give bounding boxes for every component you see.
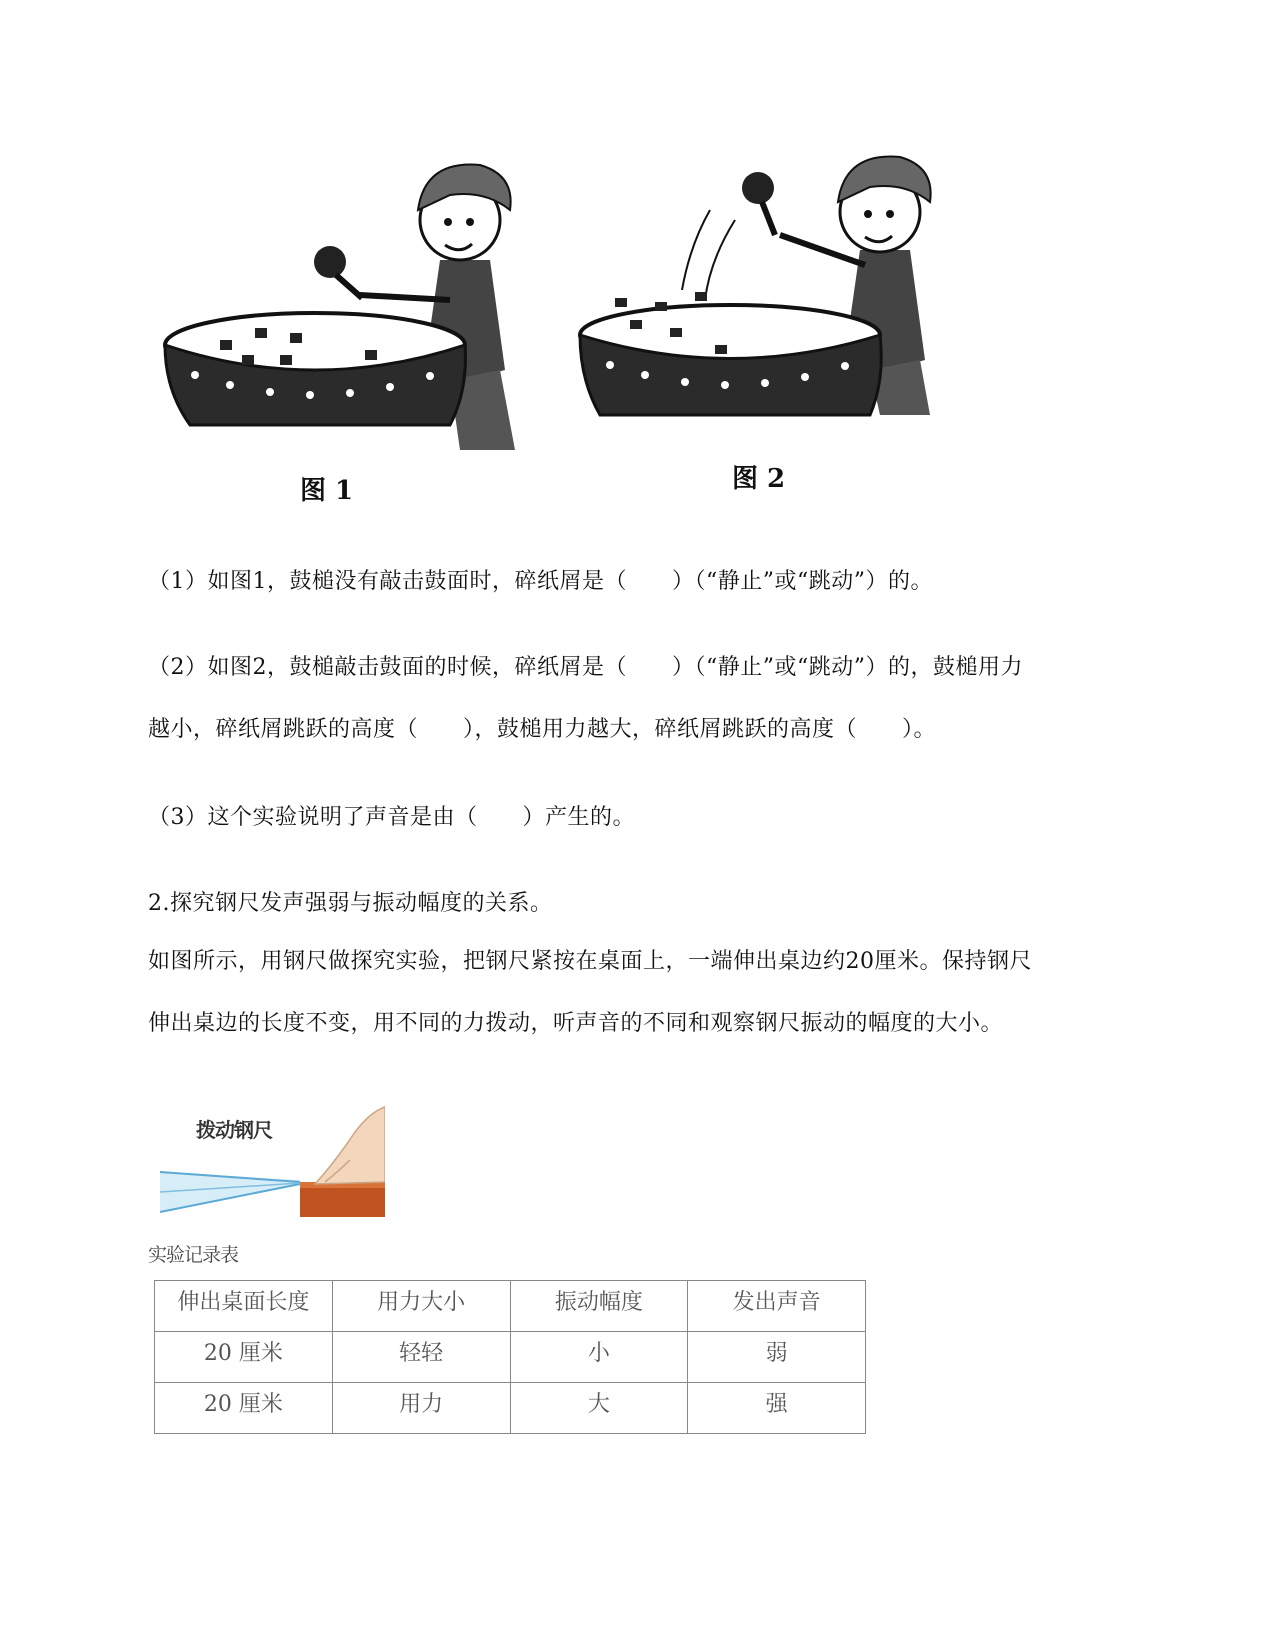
table-row [155,1383,866,1434]
table-header-cell: 用力大小 [332,1281,510,1332]
section-2-para-line-1: 如图所示，用钢尺做探究实验，把钢尺紧按在桌面上，一端伸出桌边约20厘米。保持钢尺 [148,949,1032,974]
table-header-cell: 发出声音 [688,1281,866,1332]
table-cell: 小 [510,1332,688,1383]
question-3: （3）这个实验说明了声音是由（ ）产生的。 [148,805,635,830]
drum-figure-1 [150,150,530,450]
table-cell: 用力 [332,1383,510,1434]
figure-1-label: 图 1 [300,476,354,506]
table-header-cell: 振动幅度 [510,1281,688,1332]
figure-2-label: 图 2 [732,464,786,494]
question-2-line-2: 越小，碎纸屑跳跃的高度（ ），鼓槌用力越大，碎纸屑跳跃的高度（ ）。 [148,717,937,742]
section-2-para-line-2: 伸出桌边的长度不变，用不同的力拨动，听声音的不同和观察钢尺振动的幅度的大小。 [148,1011,1004,1036]
ruler-image [160,1102,385,1217]
table-cell: 强 [688,1383,866,1434]
table-header-row [155,1281,866,1332]
experiment-record-table [154,1280,866,1434]
table-row [155,1332,866,1383]
table-cell: 20 厘米 [155,1383,333,1434]
section-2-heading: 2.探究钢尺发声强弱与振动幅度的关系。 [148,891,553,916]
question-1: （1）如图1，鼓槌没有敲击鼓面时，碎纸屑是（ ）（“静止”或“跳动”）的。 [148,569,933,594]
question-2-line-1: （2）如图2，鼓槌敲击鼓面的时候，碎纸屑是（ ）（“静止”或“跳动”）的，鼓槌用力 [148,655,1023,680]
table-cell: 大 [510,1383,688,1434]
table-header-cell: 伸出桌面长度 [155,1281,333,1332]
table-cell: 20 厘米 [155,1332,333,1383]
ruler-drawing [160,1102,385,1217]
drum-figure-2 [570,150,950,440]
table-cell: 弱 [688,1332,866,1383]
ruler-image-title: 拨动钢尺 [196,1118,272,1142]
table-cell: 轻轻 [332,1332,510,1383]
table-caption: 实验记录表 [148,1244,239,1266]
